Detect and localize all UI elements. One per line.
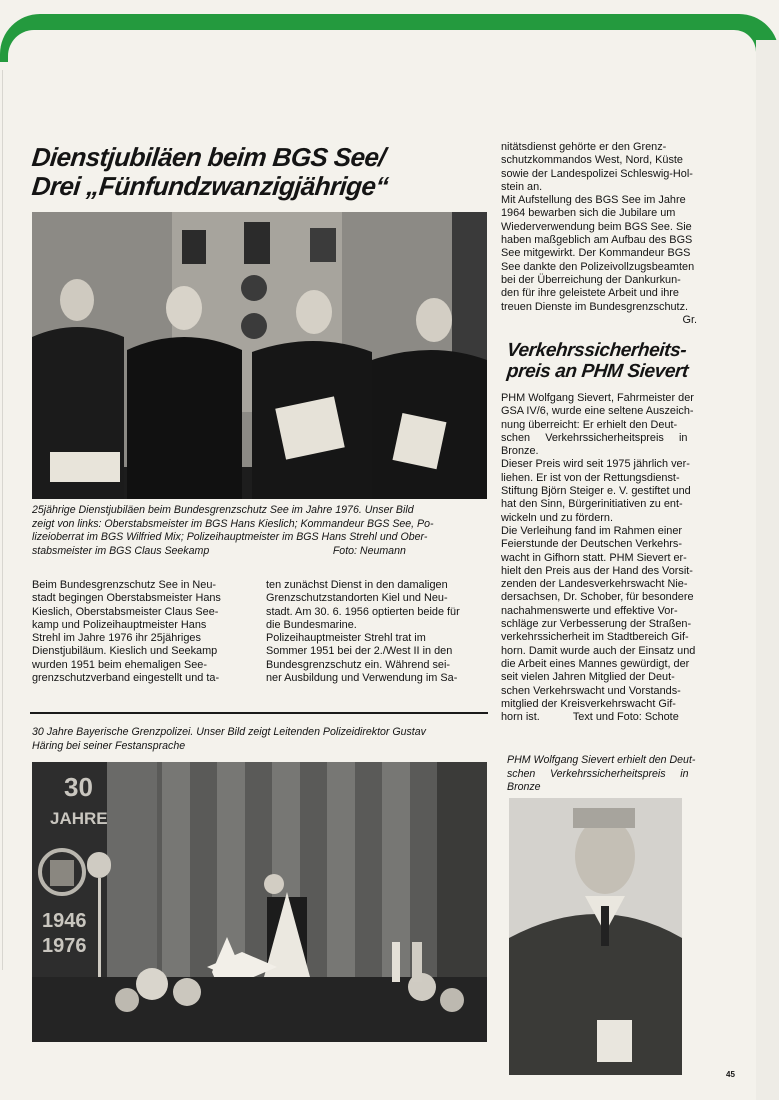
banner-30: 30 xyxy=(64,772,93,802)
banner-year-1976: 1976 xyxy=(42,935,87,957)
article-title-line2: Drei „Fünfundzwanzigjährige“ xyxy=(30,171,390,201)
photo-portrait xyxy=(509,798,682,1075)
article2-body: PHM Wolfgang Sievert, Fahrmeister der GSA IV/6, wurde eine seltene Auszeich- nung überreicht: Er erhielt den Deut- schen Verkehrssicherheitspreis in Bronze. Dieser Preis wird seit 1975 jährlich ver- liehen. Er ist von der Rettungsdienst- Stiftung Björn Steiger e. V. gestiftet und hat den Sinn, Bürgerinitiativen zu ent- wickeln und zu fördern. Die Verleihung fand im Rahmen einer Feierstunde der Deutschen Verkehrs- wacht in Gifhorn statt. PHM Sievert er- hielt den Preis aus der Hand des Vorsit- zenden der Landesverkehrswacht Nie- dersachsen, Dr. Schober, für besondere nachahmenswerte und effektive Vor- schläge zur Verbesserung der Straßen- verkehrssicherheit im Stadtbereich Gif- horn. Damit wurde auch der Einsatz und die Arbeit eines Mannes gewürdigt, der seit vielen Jahren Mitglied der Deut- schen Verkehrswacht und Vorstands- mitglied der Kreisverkehrswacht Gif- horn ist. Text und Foto: Schote xyxy=(501,392,696,724)
page-scratch xyxy=(2,70,3,970)
photo-portrait-caption: PHM Wolfgang Sievert erhielt den Deut- schen Verkehrssicherheitspreis in Bronze xyxy=(507,754,696,793)
article-title-line1: Dienstjubiläen beim BGS See/ xyxy=(30,142,387,172)
banner-jahre: JAHRE xyxy=(50,809,108,828)
photo-group xyxy=(32,212,487,499)
article2-title-line2: preis an PHM Sievert xyxy=(505,361,690,382)
article1-col2: ten zunächst Dienst in den damaligen Grenzschutzstandorten Kiel und Neu- stadt. Am 30. 6. 1956 optierten beide für die Bundesmarine. Polizeihauptmeister Strehl trat im Sommer 1951 bei der 2./West II in den Bundesgrenzschutz ein. Während sei- ner Ausbildung und Verwendung im Sa- xyxy=(266,579,460,685)
article1-col3: nitätsdienst gehörte er den Grenz- schutzkommandos West, Nord, Küste sowie der Landespolizei Schleswig-Hol- stein an. Mit Aufstellung des BGS See im Jahre 1964 bewarben sich die Jubilare um Wiederverwendung beim BGS See. Sie haben maßgeblich am Aufbau des BGS See mitgewirkt. Der Kommandeur BGS See dankte den Polizeivollzugsbeamten bei der Überreichung der Dankurkun- den für ihre geleistete Arbeit und ihre treuen Dienste im Bundesgrenzschutz. Gr. xyxy=(501,141,698,326)
frame-inner xyxy=(8,30,756,70)
photo-group-caption: 25jährige Dienstjubiläen beim Bundesgrenzschutz See im Jahre 1976. Unser Bild zeigt von links: Oberstabsmeister im BGS Hans Kieslich; Kommandeur BGS See, Po- lizeioberrat im BGS Wilfried Mix; Polizeihauptmeister im BGS Hans Strehl und Ober- stabsmeister im BGS Claus Seekamp Foto: Neumann xyxy=(32,504,434,557)
photo-ceremony xyxy=(32,762,487,1042)
photo-ceremony-caption: 30 Jahre Bayerische Grenzpolizei. Unser Bild zeigt Leitenden Polizeidirektor Gustav Häring bei seiner Festansprache xyxy=(32,726,426,752)
article2-title-line1: Verkehrssicherheits- xyxy=(505,340,688,361)
article1-col1: Beim Bundesgrenzschutz See in Neu- stadt begingen Oberstabsmeister Hans Kieslich, Oberstabsmeister Claus See- kamp und Polizeihauptmeister Hans Strehl im Jahre 1976 ihr 25jähriges Dienstjubiläum. Kieslich und Seekamp wurden 1951 beim ehemaligen See- grenzschutzverband eingestellt und ta- xyxy=(32,579,221,685)
section-divider xyxy=(30,712,488,714)
page-edge xyxy=(756,40,779,1100)
page-number: 45 xyxy=(726,1070,735,1079)
banner-year-1946: 1946 xyxy=(42,910,87,932)
